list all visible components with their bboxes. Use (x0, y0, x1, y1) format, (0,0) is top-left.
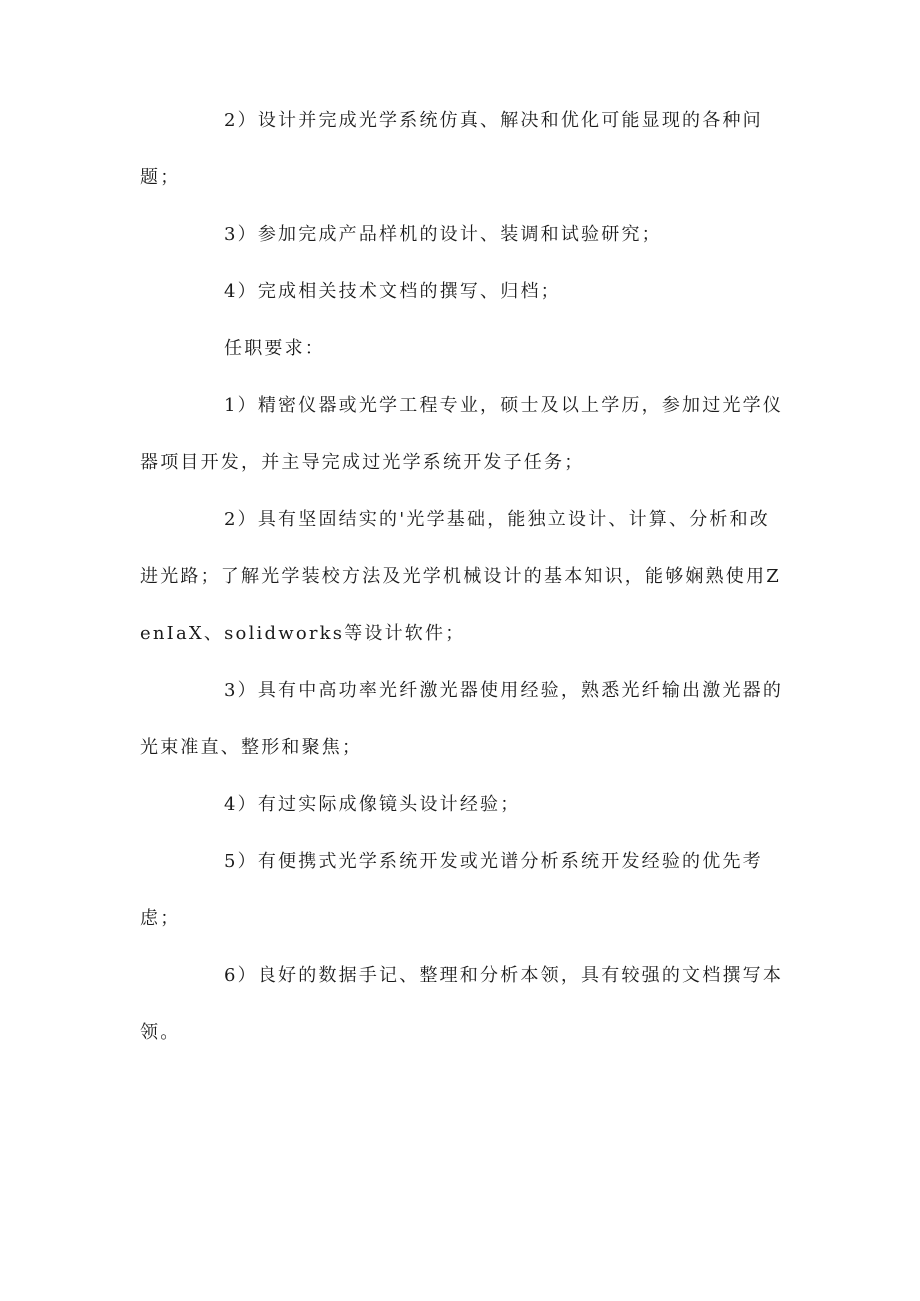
paragraph-duty-4: 4）完成相关技术文档的撰写、归档； (224, 281, 561, 302)
paragraph-requirement-3: 3）具有中高功率光纤激光器使用经验，熟悉光纤输出激光器的光束准直、整形和聚焦； (140, 680, 784, 758)
paragraph-requirement-1: 1）精密仪器或光学工程专业，硕士及以上学历，参加过光学仪器项目开发，并主导完成过光学系统开发子任务； (140, 395, 784, 473)
paragraph-requirement-4: 4）有过实际成像镜头设计经验； (224, 794, 521, 815)
paragraph-requirement-2: 2）具有坚固结实的'光学基础，能独立设计、计算、分析和改进光路；了解光学装校方法及光学机械设计的基本知识，能够娴熟使用ZenIaX、solidworks等设计软件； (140, 509, 781, 644)
section-heading-requirements: 任职要求： (224, 338, 325, 359)
paragraph-requirement-6: 6）良好的数据手记、整理和分析本领，具有较强的文档撰写本领。 (140, 965, 784, 1043)
paragraph-requirement-5: 5）有便携式光学系统开发或光谱分析系统开发经验的优先考虑； (140, 851, 763, 929)
document-body (140, 92, 790, 1061)
paragraph-duty-3: 3）参加完成产品样机的设计、装调和试验研究； (224, 224, 662, 245)
paragraph-duty-2: 2）设计并完成光学系统仿真、解决和优化可能显现的各种问题； (140, 110, 763, 188)
